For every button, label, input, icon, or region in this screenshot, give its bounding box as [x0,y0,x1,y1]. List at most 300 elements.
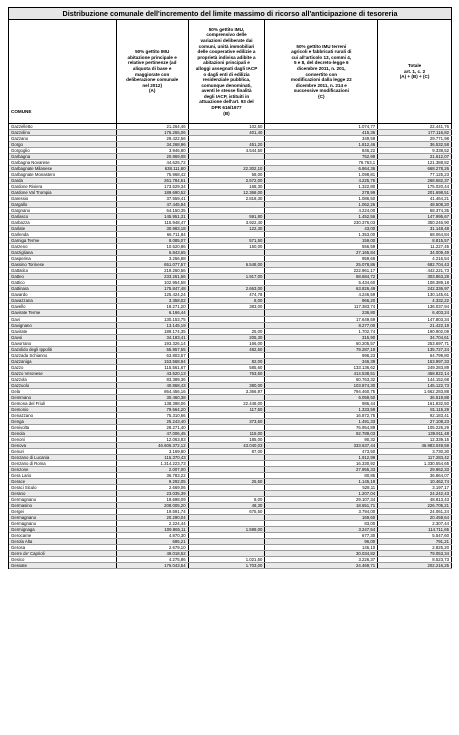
cell-col-c: 1.098,81 [265,172,378,177]
cell-total: 4.216,54 [378,256,452,261]
cell-col-a: 2.007,00 [117,467,189,472]
cell-col-b [189,280,266,285]
cell-col-b [189,521,266,526]
cell-comune: Gerosa [9,545,117,550]
cell-col-c: 92.789,03 [265,431,378,436]
cell-col-b: 373,50 [189,419,266,424]
cell-comune: Garbagna Novarese [9,160,117,165]
cell-col-a: 189.174,35 [117,329,189,334]
cell-col-a: 10.520,86 [117,244,189,249]
cell-col-c: 8.277,00 [265,323,378,328]
cell-total: 41.464,21 [378,196,452,201]
cell-comune: Genola [9,431,117,436]
cell-total: 1.330.554,65 [378,461,452,466]
cell-comune: Garzeno [9,244,117,249]
cell-total: 249.283,89 [378,365,452,370]
cell-col-b [189,485,266,490]
cell-col-a: 20.869,08 [117,154,189,159]
cell-comune: Gemmano [9,395,117,400]
cell-comune: Gela [9,389,117,394]
cell-comune: Geraci Siculo [9,485,117,490]
cell-col-a: 4.275,86 [117,557,189,562]
cell-total: 3.730,30 [378,449,452,454]
table-row [9,563,452,569]
cell-col-a: 145.951,31 [117,214,189,219]
cell-comune: Gattinara [9,286,117,291]
cell-col-b: 87,00 [189,449,266,454]
cell-col-a: 3.256,88 [117,256,189,261]
cell-total: 121.388,82 [378,160,452,165]
cell-col-c: 17.649,59 [265,317,378,322]
cell-col-c: 16.330,92 [265,461,378,466]
cell-col-c: 528,11 [265,485,378,490]
cell-col-b: 571,50 [189,238,266,243]
cell-col-c: 986,44 [265,401,378,406]
cell-col-b [189,250,266,255]
cell-col-c: 43,00 [265,226,378,231]
cell-comune: Gazzola [9,377,117,382]
cell-total: 12.339,15 [378,437,452,442]
table-sheet [8,7,452,569]
cell-col-b [189,160,266,165]
cell-col-c: 6.864,36 [265,166,378,171]
cell-total: 29.962,33 [378,467,452,472]
cell-col-a: 175.847,48 [117,286,189,291]
cell-col-a: 55.957,55 [117,347,189,352]
cell-col-b: 12.368,00 [189,190,266,195]
cell-total: 36.519,88 [378,395,452,400]
cell-total: 147.995,67 [378,214,452,219]
cell-col-b: 380,00 [189,383,266,388]
cell-col-a: 1.314.223,73 [117,461,189,466]
cell-col-c: 80,85 [265,473,378,478]
cell-col-b: 383,00 [189,304,266,309]
cell-total: 201.698,51 [378,190,452,195]
cell-col-a: 47.006,45 [117,431,189,436]
cell-total: 64.799,80 [378,353,452,358]
cell-col-b: 25,50 [189,479,266,484]
cell-col-b: 166,00 [189,341,266,346]
cell-col-b: 401,40 [189,130,266,135]
cell-col-b: 8,00 [189,298,266,303]
cell-total: 2.307,44 [378,521,452,526]
cell-col-b [189,413,266,418]
cell-col-a: 6.843,65 [117,250,189,255]
cell-col-b [189,154,266,159]
cell-comune: Gardone Riviera [9,184,117,189]
cell-col-b [189,539,266,544]
cell-col-c: 415,36 [265,130,378,135]
cell-total: 9.338,52 [378,148,452,153]
cell-col-c: 794.460,75 [265,389,378,394]
cell-comune: Garniga Terme [9,238,117,243]
cell-col-c: 3.247,54 [265,527,378,532]
cell-col-c: 414.538,51 [265,371,378,376]
cell-comune: Gasperina [9,256,117,261]
cell-col-c: 83,00 [265,521,378,526]
cell-comune: Gessate [9,563,117,568]
cell-col-c: 346,39 [265,359,378,364]
cell-col-c: 169,60 [265,515,378,520]
cell-col-c: 333.637,44 [265,443,378,448]
cell-col-a: 34.183,41 [117,335,189,340]
cell-comune: Gazzelletto [9,124,117,129]
cell-col-a: 9.292,05 [117,479,189,484]
cell-col-b: 168,30 [189,184,266,189]
cell-total: 77.125,23 [378,172,452,177]
cell-col-c: 159,00 [265,238,378,243]
cell-col-c: 1.333,59 [265,407,378,412]
cell-comune: Gargallo [9,202,117,207]
cell-total: 8.523,73 [378,557,452,562]
cell-col-c: 16.872,75 [265,413,378,418]
cell-col-b [189,491,266,496]
cell-comune: Gazzuolo [9,383,117,388]
cell-comune: Genova [9,443,117,448]
cell-col-c: 996,23 [265,353,378,358]
cell-col-b: 4.544,50 [189,148,266,153]
cell-col-c: 18.651,71 [265,503,378,508]
cell-comune: Gazzaniga [9,359,117,364]
cell-total: 1.662.283,88 [378,389,452,394]
cell-total: 2.825,20 [378,545,452,550]
cell-col-a: 18.271,20 [117,304,189,309]
cell-col-a: 30.983,18 [117,226,189,231]
cell-col-c: 68.684,72 [265,274,378,279]
cell-total: 242.336,97 [378,286,452,291]
cell-col-c: 4.225,76 [265,178,378,183]
cell-col-c: 5.434,60 [265,280,378,285]
cell-total: 92.183,41 [378,413,452,418]
cell-col-b [189,353,266,358]
cell-col-c: 29.107,34 [265,497,378,502]
cell-comune: Gazzo Veronese [9,371,117,376]
cell-col-a: 138.398,06 [117,401,189,406]
cell-comune: Garbagna [9,154,117,159]
cell-col-a: 23.035,39 [117,491,189,496]
cell-col-c: 60.205,57 [265,341,378,346]
cell-col-b [189,377,266,382]
cell-col-a: 13.145,19 [117,323,189,328]
cell-col-b [189,395,266,400]
cell-col-c: 25.078,86 [265,262,378,267]
cell-col-a: 63.803,57 [117,353,189,358]
cell-col-b [189,461,266,466]
cell-total: 108.389,18 [378,280,452,285]
cell-col-c: 1.322,80 [265,184,378,189]
cell-col-c: 6.059,50 [265,395,378,400]
cell-col-c: 315,90 [265,335,378,340]
cell-col-a: 153.568,94 [117,359,189,364]
cell-total: 117.283,42 [378,455,452,460]
cell-col-a: 651.077,57 [117,262,189,267]
cell-total: 144.152,68 [378,377,452,382]
cell-col-b: 82,00 [189,359,266,364]
cell-total: 139.911,48 [378,431,452,436]
cell-total: 105.226,29 [378,425,452,430]
cell-col-a: 2.669,06 [117,485,189,490]
cell-total: 10.462,74 [378,479,452,484]
cell-total: 48.813,43 [378,497,452,502]
header-col-c: 50% gettito IMU terreni agricoli e fabbricati rurali di cui all'articolo 13, commi 4, 5 e 8, del decreto-legge 6 dicembre 2011, n. 201, convertito con modificazioni dalla legge 22 dicembre 2011, n. 214 e successive modificazioni (C) [265,20,378,123]
cell-col-c: 473,50 [265,449,378,454]
cell-col-a: 83.389,36 [117,377,189,382]
cell-col-a: 64.150,35 [117,208,189,213]
cell-comune: Gattatico [9,268,117,273]
cell-col-b: 1.703,00 [189,563,266,568]
cell-col-b: 451,20 [189,142,266,147]
cell-col-b: 591,80 [189,214,266,219]
cell-col-a: 125.424,24 [117,292,189,297]
cell-total: 3.197,17 [378,485,452,490]
cell-col-a: 695,21 [117,539,189,544]
cell-total: 442.221,73 [378,268,452,273]
table-header [8,20,452,124]
cell-total: 175.020,44 [378,184,452,189]
cell-total: 153.997,33 [378,359,452,364]
cell-total: 68.374,35 [378,208,452,213]
cell-col-c: 846,22 [265,148,378,153]
cell-comune: Genuri [9,449,117,454]
cell-col-c: 1.086,50 [265,196,378,201]
cell-col-a: 189.690,52 [117,190,189,195]
cell-total: 253.697,71 [378,341,452,346]
cell-col-c: 222.961,17 [265,268,378,273]
cell-col-c: 4.246,59 [265,292,378,297]
cell-col-c: 1.062,26 [265,202,378,207]
cell-col-b [189,425,266,430]
cell-col-b [189,202,266,207]
cell-comune: Genzano di Roma [9,461,117,466]
cell-col-a: 115.948,47 [117,220,189,225]
cell-comune: Genzano di Lucania [9,455,117,460]
cell-col-b [189,136,266,141]
cell-comune: Gavardo [9,292,117,297]
cell-col-c: 278,99 [265,190,378,195]
cell-total: 145.122,73 [378,383,452,388]
cell-col-b: 2.818,30 [189,196,266,201]
header-total: Totale art. 1, c. 2 (A) + (B) + (C) [378,20,452,123]
cell-col-a: 21.264,46 [117,124,189,129]
cell-total: 114.711,65 [378,527,452,532]
cell-total: 81.115,29 [378,407,452,412]
cell-comune: Garlasco [9,214,117,219]
cell-comune: Gerola Alta [9,539,117,544]
cell-col-a: 37.559,41 [117,196,189,201]
cell-col-b [189,533,266,538]
cell-total: 46.983.049,59 [378,443,452,448]
cell-comune: Gazzo [9,365,117,370]
cell-col-c: 1.812,46 [265,142,378,147]
cell-total: 79.053,34 [378,551,452,556]
cell-col-b: 1.599,00 [189,527,266,532]
cell-col-a: 2.679,10 [117,545,189,550]
cell-comune: Gerre de' Caprioli [9,551,117,556]
cell-comune: Gavazzana [9,298,117,303]
cell-total: 136.037,94 [378,304,452,309]
cell-col-b [189,256,266,261]
cell-comune: Gemonio [9,407,117,412]
cell-col-a: 44.625,72 [117,160,189,165]
cell-comune: Germagnano [9,521,117,526]
cell-comune: Gavoi [9,335,117,340]
cell-col-a: 79.664,20 [117,407,189,412]
cell-col-c: 60.763,32 [265,377,378,382]
cell-comune: Garlate [9,226,117,231]
cell-col-b [189,467,266,472]
cell-comune: Garessio [9,196,117,201]
cell-col-a: 47.445,94 [117,202,189,207]
cell-comune: Genoni [9,437,117,442]
cell-col-b [189,473,266,478]
cell-col-c: 752,99 [265,154,378,159]
cell-col-c: 146,10 [265,545,378,550]
cell-col-c: 76.954,89 [265,425,378,430]
cell-comune: Germagnano [9,515,117,520]
cell-col-a: 4.870,30 [117,533,189,538]
cell-col-a: 193.326,14 [117,341,189,346]
cell-col-c: 966,20 [265,298,378,303]
cell-total: 20.459,64 [378,515,452,520]
cell-col-b: 3.366,97 [189,389,266,394]
cell-comune: Gavello [9,304,117,309]
cell-col-c: 1.074,77 [265,124,378,129]
cell-comune: Gatteo [9,274,117,279]
cell-comune: Gergei [9,509,117,514]
cell-col-c: 63.826,49 [265,286,378,291]
cell-col-c: 30.034,82 [265,551,378,556]
cell-col-a: 261.784,61 [117,178,189,183]
cell-col-c: 1.353,00 [265,232,378,237]
cell-total: 36.532,58 [378,142,452,147]
cell-col-b: 48,30 [189,503,266,508]
cell-total: 24.061,24 [378,509,452,514]
cell-col-a: 40.868,43 [117,383,189,388]
cell-total: 303.863,28 [378,274,452,279]
cell-comune: Gavirate Terme [9,310,117,315]
header-col-a: 50% gettito IMU abitazione principale e relative pertinenze (ad aliquota di base e maggiorate con deliberazione comunale nel 2012) (A) [117,20,189,123]
cell-comune: Gorgo [9,142,117,147]
cell-col-a: 43.520,13 [117,371,189,376]
cell-total: 11.227,45 [378,244,452,249]
cell-comune: Gargnano [9,208,117,213]
cell-total: 31.148,48 [378,226,452,231]
cell-col-c: 24.469,71 [265,563,378,568]
cell-comune: Gavignano [9,323,117,328]
cell-total: 458.822,14 [378,371,452,376]
cell-col-a: 19.698,09 [117,497,189,502]
cell-col-b: 1.917,00 [189,274,266,279]
cell-col-a: 233.261,56 [117,274,189,279]
cell-comune: Gavi [9,317,117,322]
cell-comune: Gera Lario [9,473,117,478]
cell-col-b: 102,50 [189,124,266,129]
cell-col-b: 116,00 [189,431,266,436]
cell-comune: Gorgoglio [9,148,117,153]
cell-comune: Gemona del Friuli [9,401,117,406]
cell-col-a: 49.018,52 [117,551,189,556]
cell-col-a: 34.268,96 [117,142,189,147]
cell-col-b: 150,00 [189,244,266,249]
cell-total: 226.705,21 [378,503,452,508]
cell-comune: Garlenda [9,232,117,237]
cell-comune: Garda [9,178,117,183]
cell-total: 21.422,19 [378,323,452,328]
cell-col-a: 102.954,58 [117,280,189,285]
cell-col-b: 675,50 [189,509,266,514]
cell-col-b: 8,00 [189,497,266,502]
cell-total: 161.832,50 [378,401,452,406]
cell-col-b: 6.548,00 [189,262,266,267]
cell-total: 6.403,24 [378,310,452,315]
cell-col-a: 2.224,44 [117,521,189,526]
cell-col-a: 30.460,38 [117,395,189,400]
cell-comune: Genivolta [9,425,117,430]
cell-total: 48.508,20 [378,202,452,207]
cell-col-c: 133.136,62 [265,365,378,370]
cell-total: 8.815,57 [378,238,452,243]
cell-col-c: 27.955,33 [265,467,378,472]
cell-col-a: 19.591,74 [117,509,189,514]
cell-total: 130.145,61 [378,292,452,297]
cell-col-c: 959,66 [265,256,378,261]
cell-comune: Gazolido degli Ippoliti [9,347,117,352]
cell-comune: Germagnano [9,497,117,502]
cell-comune: Garzigliana [9,250,117,255]
cell-col-a: 219.260,56 [117,268,189,273]
table-title: Distribuzione comunale dell'incremento del limite massimo di ricorso all'anticipazione di tesoreria [8,7,452,20]
cell-col-b: 185,00 [189,437,266,442]
cell-comune: Gesico [9,557,117,562]
cell-comune: Germasino [9,503,117,508]
cell-col-b [189,551,266,556]
cell-col-b: 2.572,00 [189,178,266,183]
cell-col-b: 2.663,00 [189,286,266,291]
cell-col-a: 3.358,02 [117,298,189,303]
cell-comune: Gardone Val Trompia [9,190,117,195]
cell-col-a: 173.529,34 [117,184,189,189]
cell-comune: Gerano [9,491,117,496]
cell-col-a: 864.456,16 [117,389,189,394]
cell-col-a: 75.968,42 [117,172,189,177]
cell-comune: Gazzano [9,136,117,141]
cell-col-b: 25,00 [189,329,266,334]
cell-col-a: 28.271,40 [117,425,189,430]
cell-col-a: 109.865,11 [117,527,189,532]
cell-col-b: 1.021,50 [189,557,266,562]
cell-col-a: 176.043,54 [117,563,189,568]
cell-total: 791,21 [378,539,452,544]
cell-col-c: 117.383,74 [265,304,378,309]
cell-col-c: 76.763,1 [265,160,378,165]
cell-col-b [189,455,266,460]
cell-col-b: 3.922,40 [189,220,266,225]
cell-col-b: 482,50 [189,347,266,352]
cell-total: 202.216,25 [378,563,452,568]
cell-col-a: 3.169,80 [117,449,189,454]
cell-col-a: 176.265,06 [117,130,189,135]
cell-col-b [189,232,266,237]
cell-comune: Gerace [9,479,117,484]
cell-col-b [189,545,266,550]
cell-col-c: 1.491,33 [265,419,378,424]
cell-col-a: 208.005,20 [117,503,189,508]
cell-col-a: 638.111,80 [117,166,189,171]
cell-col-c: 1.207,04 [265,491,378,496]
cell-col-a: 46.606.372,12 [117,443,189,448]
cell-col-c: 349,59 [265,136,378,141]
cell-col-a: 3.946,80 [117,148,189,153]
